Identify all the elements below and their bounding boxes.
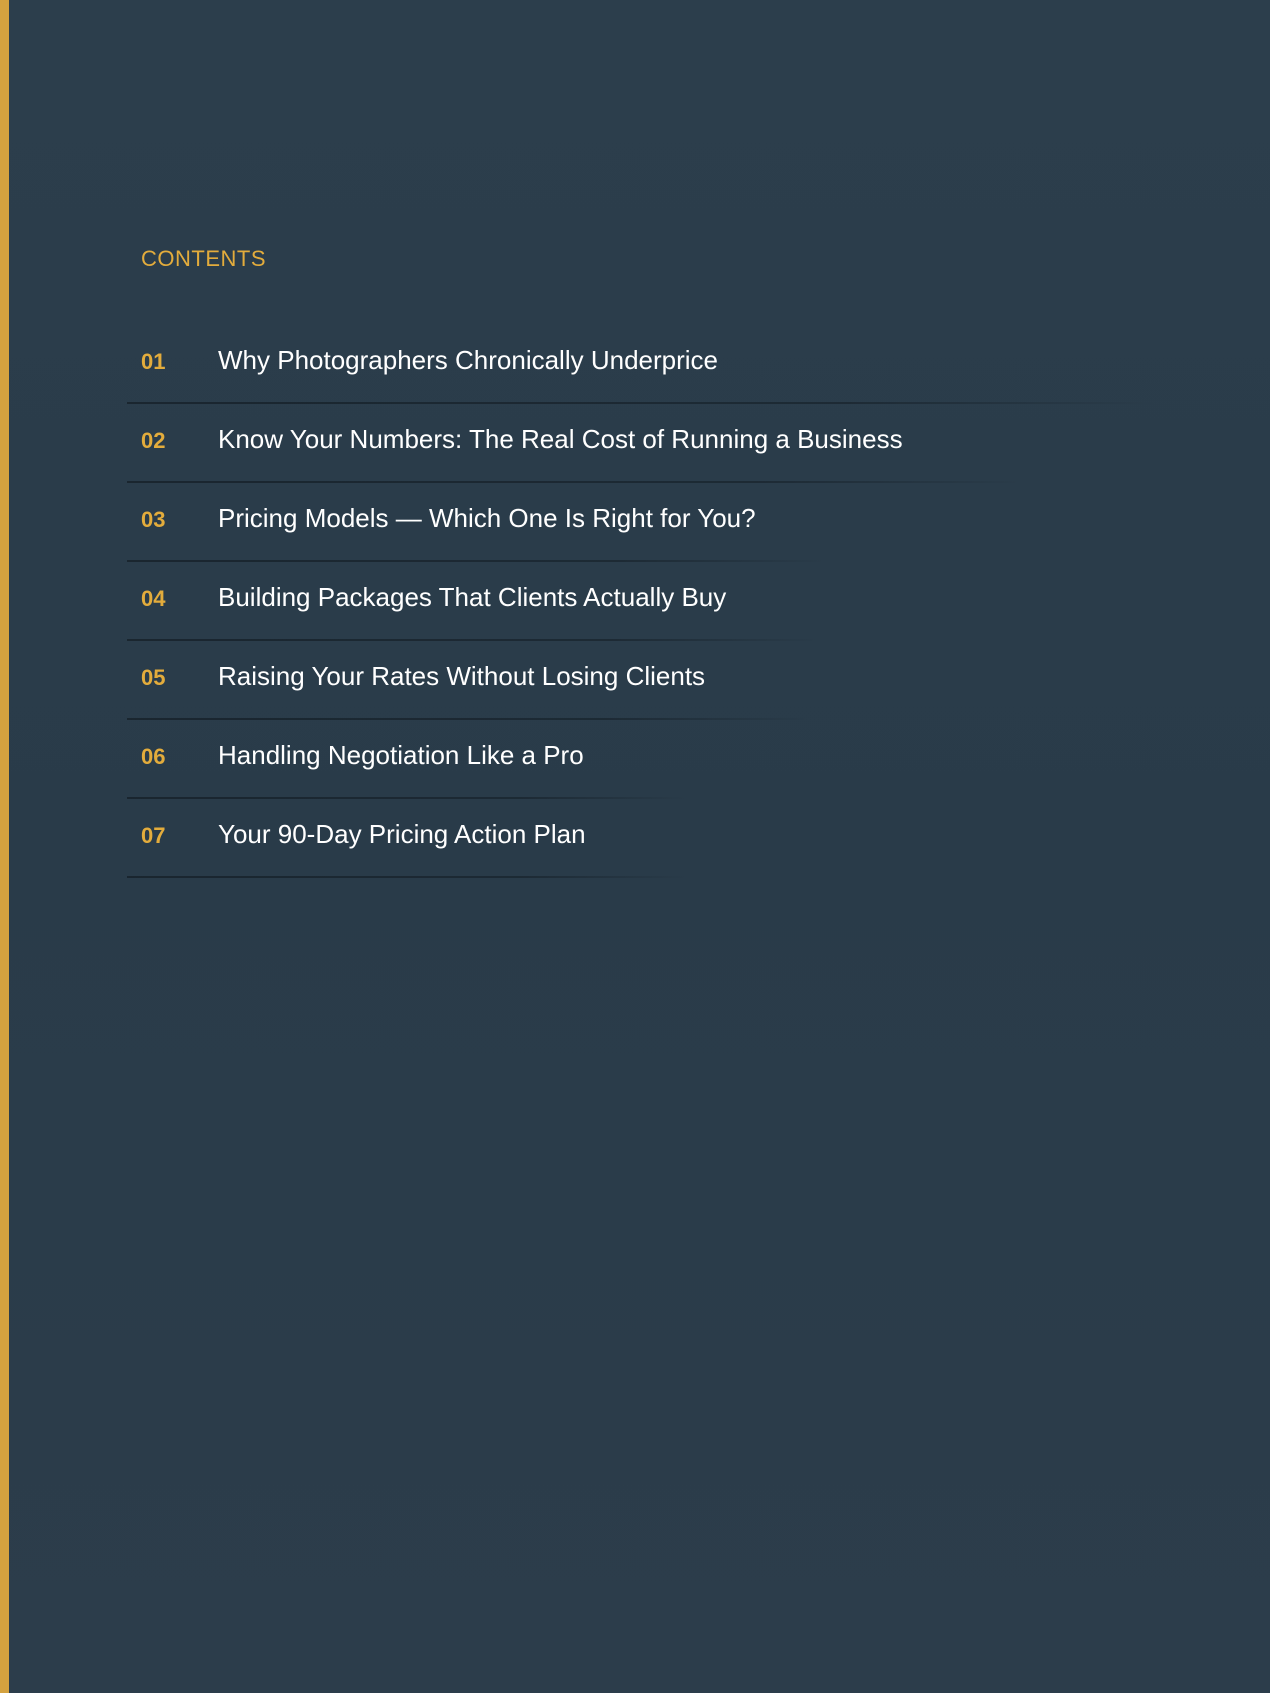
toc-item-title: Handling Negotiation Like a Pro <box>218 740 584 770</box>
toc-item[interactable] <box>127 483 1157 562</box>
toc-item-number: 01 <box>141 349 166 374</box>
toc-item-number: 06 <box>141 744 166 769</box>
table-of-contents <box>127 325 1157 878</box>
toc-item-title: Raising Your Rates Without Losing Clients <box>218 661 706 691</box>
toc-item-number: 03 <box>141 507 166 532</box>
toc-item-title: Pricing Models — Which One Is Right for You? <box>218 503 756 533</box>
toc-item[interactable] <box>127 562 1157 641</box>
toc-item-title: Know Your Numbers: The Real Cost of Running a Business <box>218 424 903 454</box>
toc-item-number: 02 <box>141 428 166 453</box>
toc-item-number: 07 <box>141 823 166 848</box>
toc-item-title: Why Photographers Chronically Underprice <box>218 345 719 375</box>
toc-item[interactable] <box>127 404 1157 483</box>
toc-item[interactable] <box>127 325 1157 404</box>
toc-item-title: Your 90-Day Pricing Action Plan <box>218 819 586 849</box>
toc-item-number: 04 <box>141 586 166 611</box>
toc-divider <box>127 876 687 878</box>
toc-item[interactable] <box>127 641 1157 720</box>
contents-heading: CONTENTS <box>141 246 266 271</box>
toc-item-number: 05 <box>141 665 166 690</box>
toc-item[interactable] <box>127 799 1157 878</box>
toc-item-title: Building Packages That Clients Actually Buy <box>218 582 727 612</box>
accent-bar <box>0 0 9 1693</box>
toc-item[interactable] <box>127 720 1157 799</box>
